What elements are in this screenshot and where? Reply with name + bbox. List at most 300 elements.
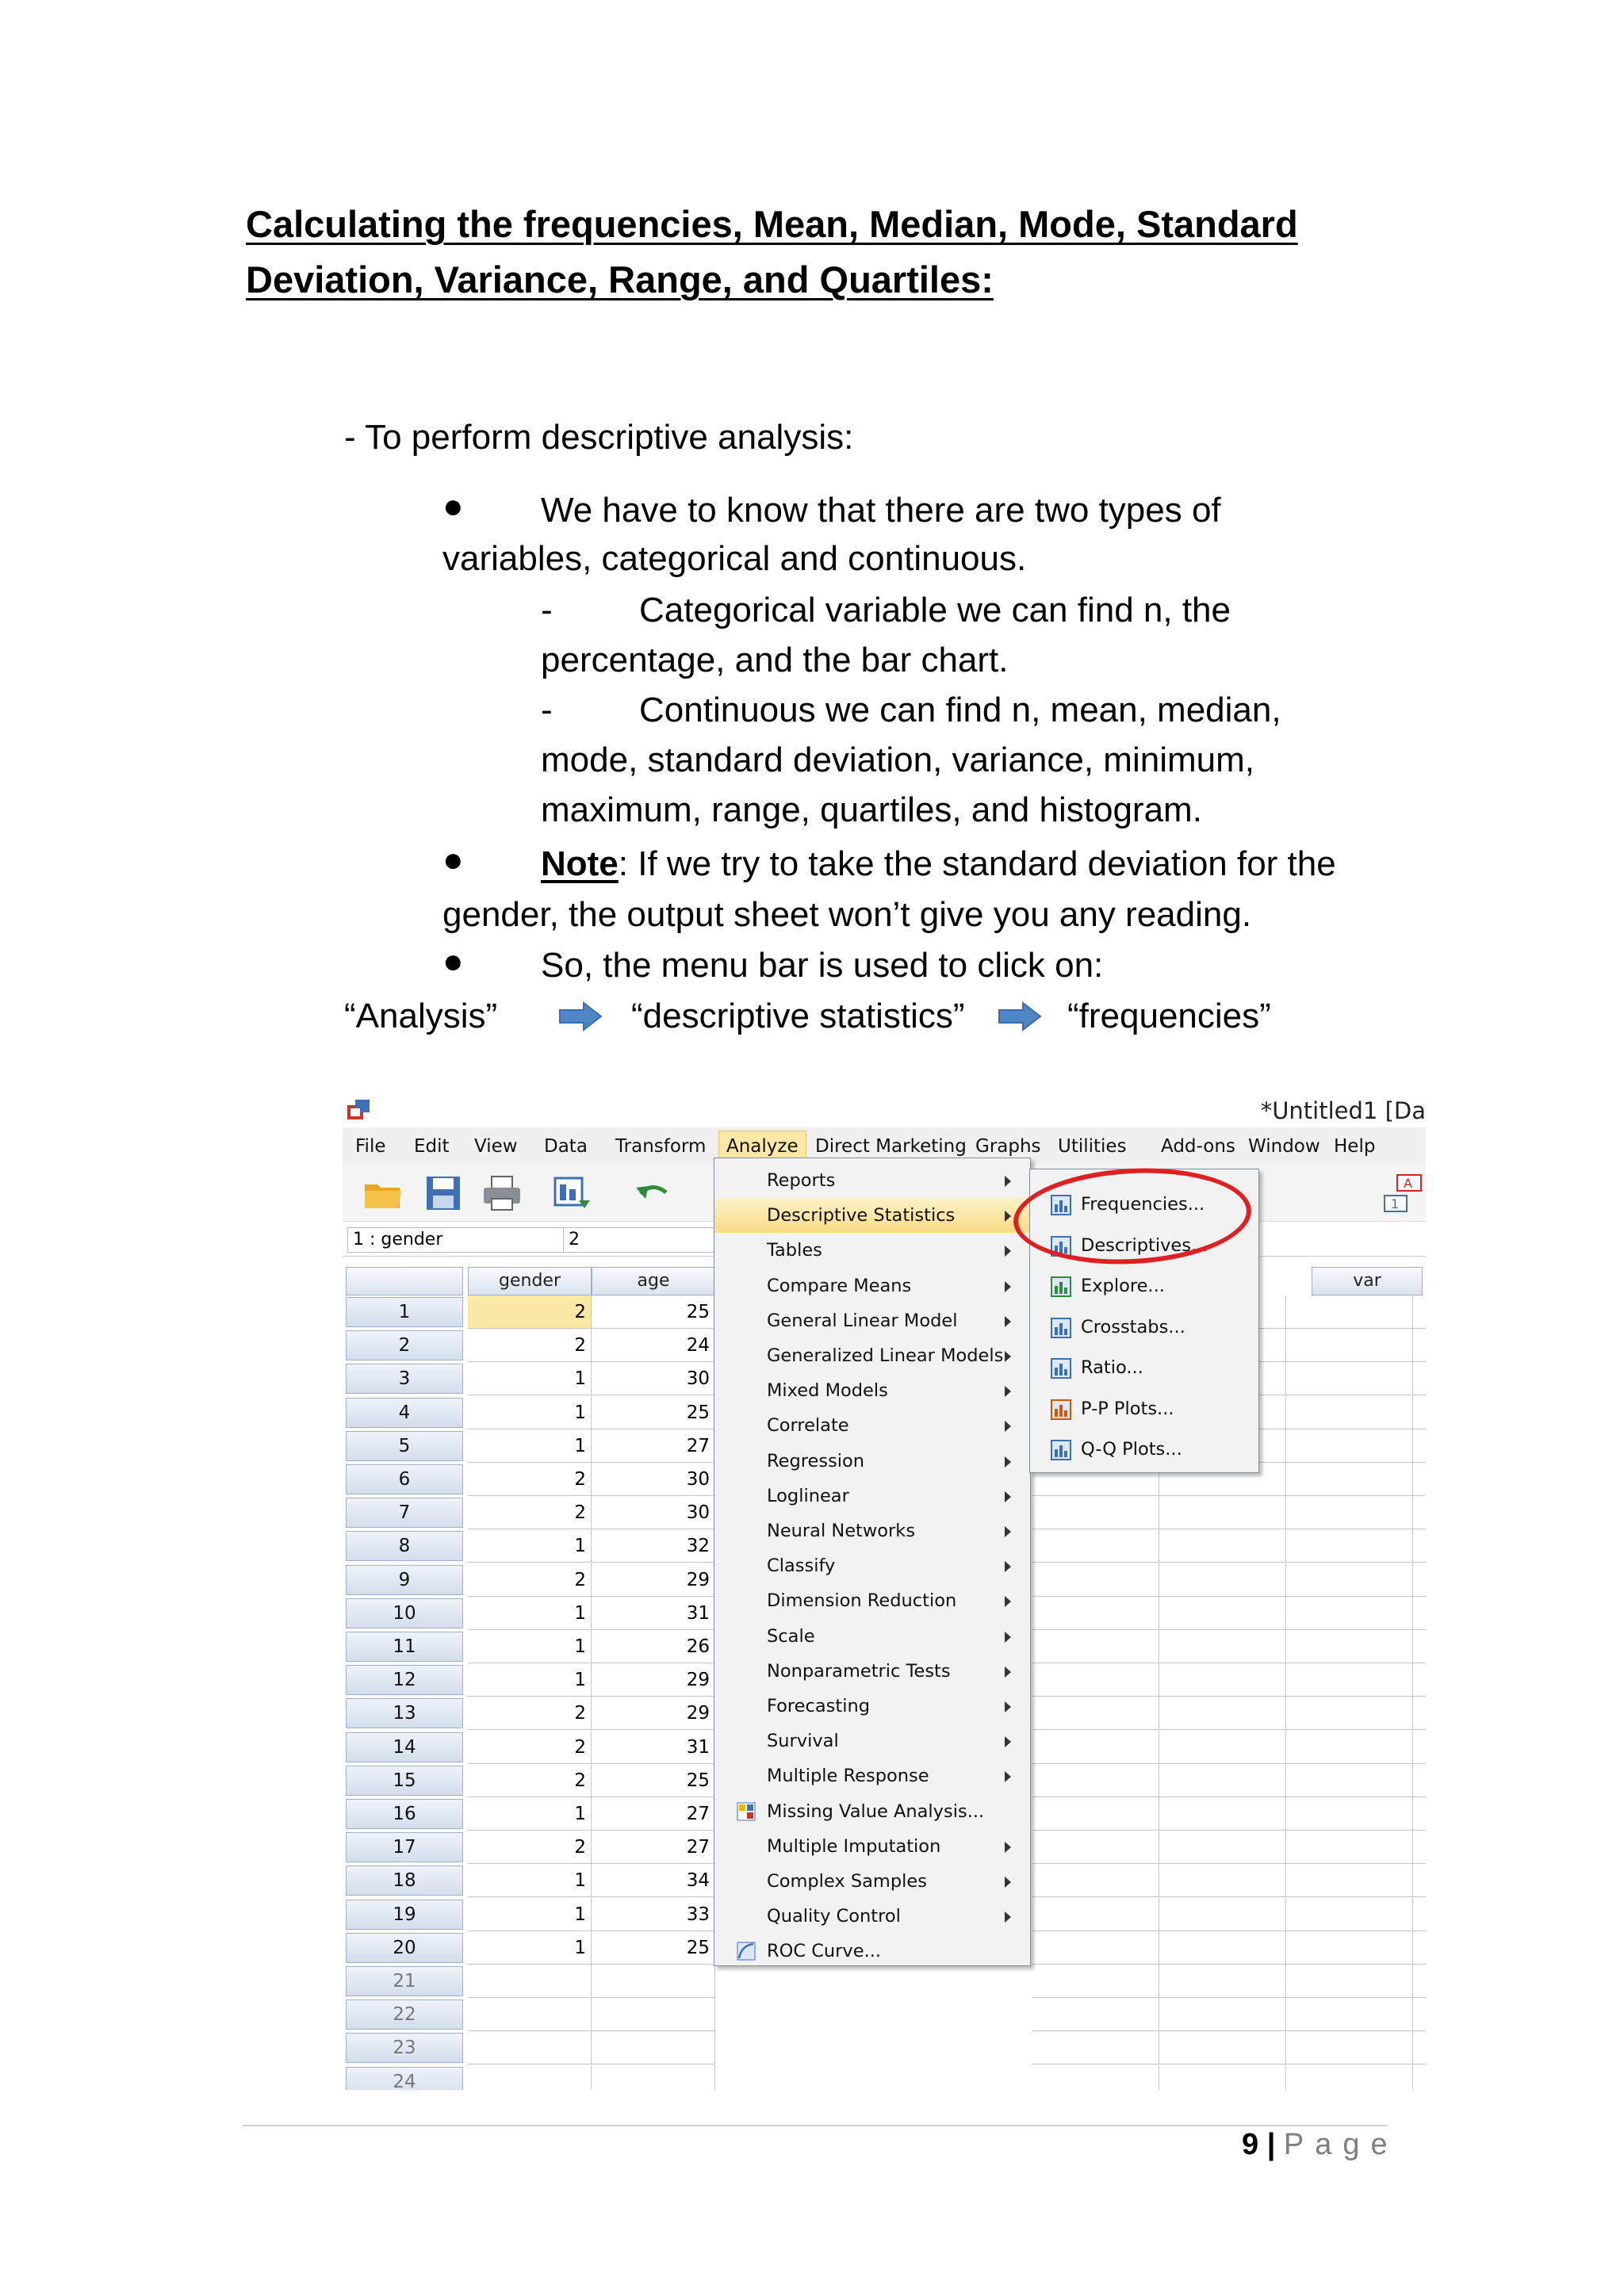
row-header[interactable]: 9 <box>346 1565 463 1595</box>
menu-item-label: Nonparametric Tests <box>767 1660 951 1682</box>
empty-cell[interactable] <box>1413 1965 1426 1998</box>
submenu-arrow-icon <box>1005 1701 1011 1712</box>
row-header[interactable]: 19 <box>346 1900 463 1930</box>
data-cell-age[interactable] <box>592 2065 715 2090</box>
menu-graphs[interactable]: Graphs <box>975 1136 1041 1157</box>
empty-cell[interactable] <box>1286 1529 1413 1563</box>
row-header[interactable]: 11 <box>346 1632 463 1662</box>
data-cell-age[interactable]: 31 <box>592 1597 715 1630</box>
row-header[interactable]: 24 <box>346 2067 463 2090</box>
submenu-arrow-icon <box>1005 1771 1011 1782</box>
empty-cell[interactable] <box>1159 1764 1286 1797</box>
sub-1-line-1: Categorical variable we can find n, the <box>639 591 1231 629</box>
svg-text:A: A <box>1404 1176 1412 1191</box>
data-cell-age[interactable]: 27 <box>592 1831 715 1864</box>
submenu-arrow-icon <box>1005 1456 1011 1468</box>
submenu-arrow-icon <box>1005 1911 1011 1923</box>
data-cell-gender[interactable]: 1 <box>468 1898 592 1931</box>
empty-cell[interactable] <box>1286 1295 1413 1329</box>
empty-cell[interactable] <box>1413 1362 1426 1395</box>
menu-item-survival[interactable] <box>714 1724 1030 1758</box>
empty-cell[interactable] <box>1032 1630 1159 1663</box>
menu-item-label: Classify <box>767 1556 836 1577</box>
data-cell-age[interactable]: 34 <box>592 1864 715 1897</box>
data-cell-age[interactable]: 25 <box>592 1396 715 1429</box>
empty-cell[interactable] <box>1159 1864 1286 1897</box>
row-header[interactable]: 16 <box>346 1799 463 1829</box>
empty-cell[interactable] <box>1286 1630 1413 1663</box>
menu-help[interactable]: Help <box>1334 1136 1376 1157</box>
empty-cell[interactable] <box>1159 1831 1286 1864</box>
empty-cell[interactable] <box>1032 1597 1159 1630</box>
sub-2-line-3: maximum, range, quartiles, and histogram. <box>541 790 1202 829</box>
empty-cell[interactable] <box>1159 1731 1286 1764</box>
menu-item-label: Scale <box>767 1625 815 1647</box>
bullet-1-line-1: We have to know that there are two types of <box>541 491 1221 530</box>
submenu-item-p-p-plots[interactable] <box>1030 1390 1258 1428</box>
empty-cell[interactable] <box>1159 1697 1286 1730</box>
column-header-age[interactable]: age <box>592 1267 715 1295</box>
menu-item-missing-value-analysis[interactable] <box>714 1794 1030 1829</box>
submenu-item-label: Q-Q Plots... <box>1081 1439 1182 1460</box>
column-header-var[interactable]: var <box>1312 1267 1423 1295</box>
data-cell-gender[interactable] <box>468 1965 592 1998</box>
data-cell-gender[interactable] <box>468 2031 592 2064</box>
submenu-arrow-icon <box>1005 1561 1011 1572</box>
row-header[interactable]: 21 <box>346 1966 463 1996</box>
data-cell-age[interactable]: 27 <box>592 1797 715 1831</box>
empty-cell[interactable] <box>1413 1329 1426 1362</box>
menu-item-label: Forecasting <box>767 1696 871 1716</box>
note-label: Note <box>541 844 619 883</box>
row-header[interactable]: 8 <box>346 1531 463 1561</box>
row-header[interactable]: 14 <box>346 1732 463 1762</box>
menu-item-multiple-response[interactable] <box>714 1758 1030 1793</box>
empty-cell[interactable] <box>1413 1931 1426 1965</box>
row-header[interactable]: 13 <box>346 1698 463 1728</box>
data-cell-gender[interactable]: 1 <box>468 1797 592 1831</box>
dialog-recall-icon[interactable] <box>550 1172 593 1215</box>
data-cell-age[interactable]: 29 <box>592 1563 715 1597</box>
title-line-1: Calculating the frequencies, Mean, Median, Mode, Standard <box>246 203 1298 245</box>
data-cell-age[interactable] <box>592 2031 715 2064</box>
submenu-item-label: Frequencies... <box>1081 1194 1205 1215</box>
empty-cell[interactable] <box>1413 1898 1426 1931</box>
row-header[interactable]: 3 <box>346 1364 463 1394</box>
data-cell-age[interactable]: 26 <box>592 1630 715 1663</box>
menu-item-neural-networks[interactable] <box>714 1513 1030 1548</box>
menu-item-label: General Linear Model <box>767 1310 958 1331</box>
empty-cell[interactable] <box>1159 1597 1286 1630</box>
menu-item-label: Compare Means <box>767 1275 912 1296</box>
empty-cell[interactable] <box>1032 1663 1159 1697</box>
menu-transform[interactable]: Transform <box>615 1136 707 1157</box>
missing-value-icon <box>737 1802 756 1821</box>
empty-cell[interactable] <box>1286 1329 1413 1362</box>
submenu-arrow-icon <box>1005 1596 1011 1607</box>
empty-cell[interactable] <box>1032 2031 1159 2064</box>
menu-file[interactable]: File <box>355 1136 386 1157</box>
submenu-arrow-icon <box>1005 1736 1011 1747</box>
data-cell-gender[interactable]: 2 <box>468 1697 592 1730</box>
data-cell-gender[interactable]: 1 <box>468 1429 592 1463</box>
menu-item-label: Multiple Imputation <box>767 1835 941 1857</box>
menu-item-label: Loglinear <box>767 1485 849 1506</box>
empty-cell[interactable] <box>1286 1563 1413 1597</box>
menu-item-tables[interactable] <box>714 1233 1030 1268</box>
footer-rule <box>243 2125 1388 2126</box>
data-cell-gender[interactable]: 1 <box>468 1630 592 1663</box>
data-cell-gender[interactable]: 2 <box>468 1329 592 1362</box>
empty-cell[interactable] <box>1032 1764 1159 1797</box>
data-cell-gender[interactable] <box>468 2065 592 2090</box>
menu-data[interactable]: Data <box>544 1136 588 1157</box>
menu-analyze[interactable]: Analyze <box>718 1131 806 1162</box>
empty-cell[interactable] <box>1032 1898 1159 1931</box>
data-cell-age[interactable] <box>592 1998 715 2031</box>
data-cell-age[interactable]: 25 <box>592 1764 715 1797</box>
empty-cell[interactable] <box>1032 1998 1159 2031</box>
page-footer <box>1242 2128 1399 2162</box>
menu-item-complex-samples[interactable] <box>714 1864 1030 1899</box>
data-cell-gender[interactable]: 1 <box>468 1663 592 1697</box>
empty-cell[interactable] <box>1413 1797 1426 1831</box>
submenu-item-q-q-plots[interactable] <box>1030 1430 1258 1468</box>
submenu-item-label: Descriptives... <box>1081 1234 1208 1256</box>
empty-cell[interactable] <box>1159 1529 1286 1563</box>
empty-cell[interactable] <box>1413 1396 1426 1429</box>
empty-cell[interactable] <box>1413 1663 1426 1697</box>
row-header[interactable]: 7 <box>346 1498 463 1528</box>
menu-item-quality-control[interactable] <box>714 1899 1030 1934</box>
svg-text:1: 1 <box>1391 1196 1400 1211</box>
empty-cell[interactable] <box>1032 1797 1159 1831</box>
save-icon[interactable] <box>422 1172 465 1215</box>
empty-cell[interactable] <box>1159 1563 1286 1597</box>
intro-text: - To perform descriptive analysis: <box>344 418 854 457</box>
window-titlebar <box>343 1093 1426 1127</box>
empty-cell[interactable] <box>1286 1864 1413 1897</box>
menu-item-label: Mixed Models <box>767 1380 888 1402</box>
data-cell-gender[interactable]: 1 <box>468 1362 592 1395</box>
data-cell-gender[interactable] <box>468 1998 592 2031</box>
submenu-item-label: P-P Plots... <box>1081 1398 1174 1419</box>
empty-cell[interactable] <box>1032 1965 1159 1998</box>
empty-cell[interactable] <box>1413 1998 1426 2031</box>
menu-item-general-linear-model[interactable] <box>714 1303 1030 1338</box>
empty-cell[interactable] <box>1286 1496 1413 1529</box>
menu-item-compare-means[interactable] <box>714 1269 1030 1303</box>
data-cell-age[interactable]: 32 <box>592 1529 715 1563</box>
submenu-item-label: Crosstabs... <box>1081 1316 1185 1337</box>
empty-cell[interactable] <box>1413 1864 1426 1897</box>
empty-cell[interactable] <box>1413 1697 1426 1730</box>
row-header[interactable]: 2 <box>346 1330 463 1360</box>
menu-item-nonparametric-tests[interactable] <box>714 1654 1030 1689</box>
submenu-item-explore[interactable] <box>1030 1267 1258 1305</box>
submenu-arrow-icon <box>1005 1386 1011 1397</box>
submenu-arrow-icon <box>1005 1211 1011 1222</box>
menu-direct-marketing[interactable]: Direct Marketing <box>815 1136 967 1157</box>
submenu-item-label: Explore... <box>1081 1276 1165 1296</box>
data-cell-gender[interactable]: 1 <box>468 1396 592 1429</box>
menu-item-label: Missing Value Analysis... <box>767 1800 985 1822</box>
data-cell-gender[interactable]: 1 <box>468 1597 592 1630</box>
cell-reference[interactable]: 1 : gender <box>347 1227 564 1253</box>
empty-cell[interactable] <box>1032 1731 1159 1764</box>
column-header-corner <box>346 1267 463 1295</box>
sub-2-dash: - <box>541 691 553 729</box>
empty-cell[interactable] <box>1159 1965 1286 1998</box>
menu-item-regression[interactable] <box>714 1444 1030 1479</box>
data-cell-gender[interactable]: 2 <box>468 1764 592 1797</box>
empty-cell[interactable] <box>1286 1764 1413 1797</box>
data-cell-age[interactable]: 30 <box>592 1496 715 1529</box>
menu-item-forecasting[interactable] <box>714 1689 1030 1724</box>
empty-cell[interactable] <box>1032 1496 1159 1529</box>
row-header[interactable]: 10 <box>346 1598 463 1628</box>
row-header[interactable]: 15 <box>346 1766 463 1796</box>
row-header[interactable]: 5 <box>346 1431 463 1461</box>
empty-cell[interactable] <box>1286 1663 1413 1697</box>
menu-item-correlate[interactable] <box>714 1408 1030 1443</box>
empty-cell[interactable] <box>1159 1931 1286 1965</box>
empty-cell[interactable] <box>1413 1463 1426 1496</box>
menu-item-roc-curve[interactable] <box>714 1934 1030 1969</box>
path-step-frequencies: “frequencies” <box>1067 997 1271 1035</box>
empty-cell[interactable] <box>1286 1898 1413 1931</box>
page-word: Page <box>1283 2128 1399 2161</box>
empty-cell[interactable] <box>1286 1362 1413 1395</box>
row-header[interactable]: 6 <box>346 1464 463 1494</box>
empty-cell[interactable] <box>1413 1597 1426 1630</box>
roc-curve-icon <box>737 1942 756 1961</box>
pp-plots-icon <box>1051 1399 1071 1420</box>
qq-plots-icon <box>1051 1440 1071 1460</box>
empty-cell[interactable] <box>1159 2065 1286 2090</box>
empty-cell[interactable] <box>1413 1529 1426 1563</box>
empty-cell[interactable] <box>1159 1898 1286 1931</box>
submenu-arrow-icon <box>1005 1877 1011 1888</box>
empty-cell[interactable] <box>1159 1998 1286 2031</box>
submenu-item-label: Ratio... <box>1081 1357 1143 1378</box>
value-labels-icon[interactable] <box>1383 1172 1426 1215</box>
spss-app-icon <box>346 1097 371 1123</box>
row-header[interactable]: 22 <box>346 1999 463 2030</box>
sub-2-line-2: mode, standard deviation, variance, minimum, <box>541 740 1254 779</box>
empty-cell[interactable] <box>1286 1831 1413 1864</box>
sub-2-line-1: Continuous we can find n, mean, median, <box>639 691 1281 729</box>
row-header[interactable]: 1 <box>346 1297 463 1327</box>
empty-cell[interactable] <box>1413 1764 1426 1797</box>
data-cell-gender[interactable]: 2 <box>468 1831 592 1864</box>
submenu-arrow-icon <box>1005 1351 1011 1362</box>
empty-cell[interactable] <box>1286 1797 1413 1831</box>
empty-cell[interactable] <box>1413 1563 1426 1597</box>
data-cell-gender[interactable]: 2 <box>468 1731 592 1764</box>
title-line-2: Deviation, Variance, Range, and Quartiles: <box>246 258 994 300</box>
row-header[interactable]: 23 <box>346 2033 463 2063</box>
data-cell-age[interactable]: 25 <box>592 1931 715 1965</box>
menu-item-label: Survival <box>767 1731 839 1752</box>
empty-cell[interactable] <box>1286 1463 1413 1496</box>
data-cell-gender[interactable]: 2 <box>468 1563 592 1597</box>
empty-cell[interactable] <box>1032 1697 1159 1730</box>
submenu-arrow-icon <box>1005 1526 1011 1537</box>
submenu-arrow-icon <box>1005 1176 1011 1187</box>
print-icon[interactable] <box>481 1172 523 1215</box>
row-header[interactable]: 12 <box>346 1665 463 1695</box>
menu-item-generalized-linear-models[interactable] <box>714 1338 1030 1373</box>
note-line-1 <box>541 840 1336 888</box>
menu-item-loglinear[interactable] <box>714 1479 1030 1513</box>
menu-item-label: Tables <box>767 1240 822 1261</box>
empty-cell[interactable] <box>1159 2031 1286 2064</box>
empty-cell[interactable] <box>1413 1496 1426 1529</box>
bullet-1-glyph: ● <box>442 487 464 526</box>
bullet-1-line-2: variables, categorical and continuous. <box>442 539 1027 578</box>
submenu-arrow-icon <box>1005 1421 1011 1432</box>
column-header-gender[interactable]: gender <box>468 1267 592 1295</box>
menu-item-label: Correlate <box>767 1415 849 1437</box>
data-cell-gender[interactable]: 2 <box>468 1463 592 1496</box>
sub-1-dash: - <box>541 591 553 629</box>
empty-cell[interactable] <box>1286 1697 1413 1730</box>
empty-cell[interactable] <box>1032 1529 1159 1563</box>
ratio-icon <box>1051 1358 1071 1379</box>
data-cell-gender[interactable]: 2 <box>468 1295 592 1329</box>
empty-cell[interactable] <box>1286 2031 1413 2064</box>
empty-cell[interactable] <box>1286 1429 1413 1463</box>
open-folder-icon[interactable] <box>362 1172 404 1215</box>
data-cell-age[interactable]: 31 <box>592 1731 715 1764</box>
menu-item-label: Reports <box>767 1170 836 1191</box>
submenu-item-crosstabs[interactable] <box>1030 1308 1258 1346</box>
empty-cell[interactable] <box>1032 1864 1159 1897</box>
empty-cell[interactable] <box>1286 1965 1413 1998</box>
empty-cell[interactable] <box>1286 1931 1413 1965</box>
data-cell-age[interactable]: 27 <box>592 1429 715 1463</box>
note-line-2: gender, the output sheet won’t give you any reading. <box>442 895 1252 934</box>
empty-cell[interactable] <box>1413 1831 1426 1864</box>
submenu-arrow-icon <box>1005 1667 1011 1678</box>
menu-utilities[interactable]: Utilities <box>1058 1136 1127 1157</box>
data-cell-age[interactable]: 25 <box>592 1295 715 1329</box>
menu-item-label: Quality Control <box>767 1906 901 1927</box>
data-cell-age[interactable]: 24 <box>592 1329 715 1362</box>
submenu-arrow-icon <box>1005 1246 1011 1257</box>
menu-item-label: Regression <box>767 1450 865 1471</box>
menu-item-reports[interactable] <box>714 1163 1030 1198</box>
data-cell-age[interactable] <box>592 1965 715 1998</box>
menu-item-classify[interactable] <box>714 1548 1030 1583</box>
crosstabs-icon <box>1051 1318 1071 1338</box>
menu-item-label: Multiple Response <box>767 1766 929 1787</box>
analyze-menu <box>714 1158 1031 1966</box>
menu-item-multiple-imputation[interactable] <box>714 1829 1030 1864</box>
spss-screenshot <box>343 1093 1426 2090</box>
right-arrow-icon <box>558 1001 603 1032</box>
menu-item-dimension-reduction[interactable] <box>714 1583 1030 1618</box>
empty-cell[interactable] <box>1032 1931 1159 1965</box>
data-cell-gender[interactable]: 1 <box>468 1529 592 1563</box>
empty-cell[interactable] <box>1159 1496 1286 1529</box>
menu-item-label: Neural Networks <box>767 1521 916 1541</box>
data-cell-age[interactable]: 29 <box>592 1697 715 1730</box>
row-header[interactable]: 18 <box>346 1866 463 1896</box>
submenu-arrow-icon <box>1005 1632 1011 1643</box>
note-line-1-text: : If we try to take the standard deviation for the <box>618 844 1336 883</box>
submenu-arrow-icon <box>1005 1316 1011 1327</box>
data-cell-age[interactable]: 29 <box>592 1663 715 1697</box>
right-arrow-icon <box>998 1001 1042 1032</box>
empty-cell[interactable] <box>1286 1597 1413 1630</box>
menu-item-mixed-models[interactable] <box>714 1373 1030 1408</box>
sub-1-line-2: percentage, and the bar chart. <box>541 641 1009 679</box>
menu-item-descriptive-statistics[interactable] <box>714 1198 1030 1233</box>
data-cell-gender[interactable]: 1 <box>468 1864 592 1897</box>
submenu-item-ratio[interactable] <box>1030 1349 1258 1387</box>
empty-cell[interactable] <box>1159 1630 1286 1663</box>
empty-cell[interactable] <box>1286 1396 1413 1429</box>
empty-cell[interactable] <box>1286 2065 1413 2090</box>
submenu-arrow-icon <box>1005 1842 1011 1853</box>
menu-item-label: Complex Samples <box>767 1871 927 1892</box>
empty-cell[interactable] <box>1032 1563 1159 1597</box>
empty-cell[interactable] <box>1413 2065 1426 2090</box>
menu-view[interactable]: View <box>474 1136 518 1157</box>
empty-cell[interactable] <box>1413 1630 1426 1663</box>
row-header[interactable]: 20 <box>346 1933 463 1963</box>
empty-cell[interactable] <box>1413 1429 1426 1463</box>
empty-cell[interactable] <box>1032 2065 1159 2090</box>
cell-value-field[interactable]: 2 <box>563 1227 966 1253</box>
menu-item-scale[interactable] <box>714 1619 1030 1654</box>
submenu-arrow-icon <box>1005 1491 1011 1502</box>
footer-separator: | <box>1266 2128 1276 2161</box>
bullet-3-glyph: ● <box>442 942 464 981</box>
empty-cell[interactable] <box>1413 2031 1426 2064</box>
window-title: *Untitled1 [Da <box>1260 1097 1426 1124</box>
submenu-arrow-icon <box>1005 1281 1011 1292</box>
empty-cell[interactable] <box>1032 1831 1159 1864</box>
empty-cell[interactable] <box>1159 1663 1286 1697</box>
menu-item-label: Descriptive Statistics <box>767 1205 956 1226</box>
menu-edit[interactable]: Edit <box>414 1136 450 1157</box>
empty-cell[interactable] <box>1413 1295 1426 1329</box>
data-cell-age[interactable]: 30 <box>592 1463 715 1496</box>
empty-cell[interactable] <box>1413 1731 1426 1764</box>
menu-item-label: Dimension Reduction <box>767 1590 957 1612</box>
bullet-3-text: So, the menu bar is used to click on: <box>541 946 1104 985</box>
data-cell-age[interactable]: 33 <box>592 1898 715 1931</box>
data-cell-age[interactable]: 30 <box>592 1362 715 1395</box>
path-step-analysis: “Analysis” <box>344 997 498 1035</box>
menu-item-label: Generalized Linear Models <box>767 1345 1004 1366</box>
empty-cell[interactable] <box>1159 1797 1286 1831</box>
menu-item-label: ROC Curve... <box>767 1941 882 1962</box>
menu-window[interactable]: Window <box>1248 1136 1320 1157</box>
row-header[interactable]: 4 <box>346 1398 463 1428</box>
menu-add-ons[interactable]: Add-ons <box>1161 1136 1235 1157</box>
empty-cell[interactable] <box>1286 1998 1413 2031</box>
data-cell-gender[interactable]: 1 <box>468 1931 592 1965</box>
data-cell-gender[interactable]: 2 <box>468 1496 592 1529</box>
undo-icon[interactable] <box>633 1172 676 1215</box>
page-title <box>246 197 1404 308</box>
row-header[interactable]: 17 <box>346 1832 463 1862</box>
empty-cell[interactable] <box>1286 1731 1413 1764</box>
